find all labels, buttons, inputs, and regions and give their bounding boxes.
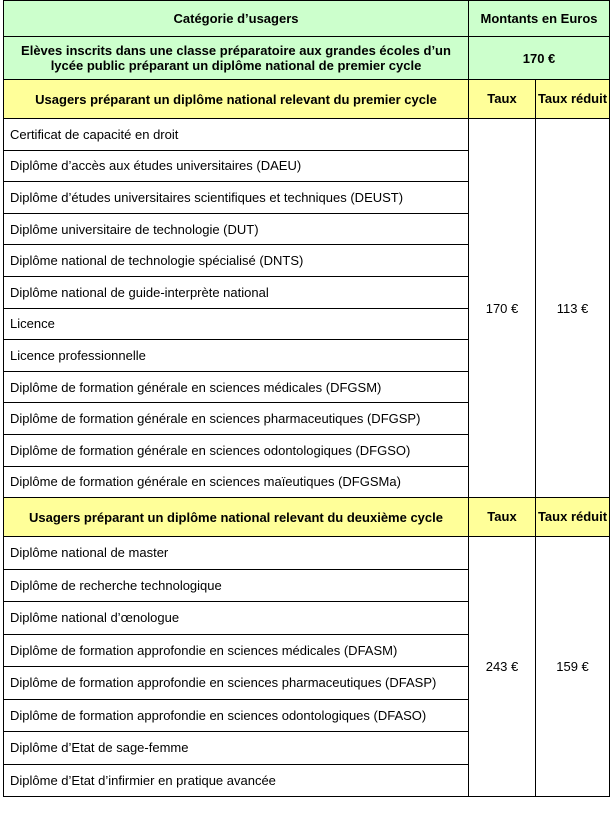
- diploma-name: Certificat de capacité en droit: [4, 119, 469, 151]
- first-cycle-rate: 170 €: [469, 119, 536, 498]
- second-cycle-rate: 243 €: [469, 537, 536, 797]
- diploma-name: Licence: [4, 308, 469, 340]
- diploma-name: Licence professionnelle: [4, 340, 469, 372]
- cpge-label: Elèves inscrits dans une classe préparatoire aux grandes écoles d’un lycée public préparant un diplôme national de premier cycle: [4, 37, 469, 80]
- fee-table: [3, 0, 610, 797]
- second-cycle-title: Usagers préparant un diplôme national relevant du deuxième cycle: [4, 498, 469, 537]
- first-cycle-title: Usagers préparant un diplôme national relevant du premier cycle: [4, 80, 469, 119]
- second-cycle-rate-label: Taux: [469, 498, 536, 537]
- category-header: Catégorie d’usagers: [4, 1, 469, 37]
- diploma-name: Diplôme national de guide-interprète national: [4, 276, 469, 308]
- diploma-name: Diplôme de formation générale en sciences médicales (DFGSM): [4, 371, 469, 403]
- diploma-name: Diplôme de formation approfondie en sciences médicales (DFASM): [4, 634, 469, 667]
- diploma-name: Diplôme national de master: [4, 537, 469, 570]
- second-cycle-reduced-rate: 159 €: [536, 537, 610, 797]
- table-row: [4, 537, 610, 570]
- diploma-name: Diplôme national de technologie spécialisé (DNTS): [4, 245, 469, 277]
- diploma-name: Diplôme national d’œnologue: [4, 602, 469, 635]
- first-cycle-reduced-rate: 113 €: [536, 119, 610, 498]
- diploma-name: Diplôme d’études universitaires scientifiques et techniques (DEUST): [4, 182, 469, 214]
- fee-document: [3, 0, 609, 797]
- diploma-name: Diplôme d’accès aux études universitaires (DAEU): [4, 150, 469, 182]
- second-cycle-header-row: [4, 498, 610, 537]
- first-cycle-rate-label: Taux: [469, 80, 536, 119]
- second-cycle-reduced-label: Taux réduit: [536, 498, 610, 537]
- first-cycle-reduced-label: Taux réduit: [536, 80, 610, 119]
- table-header-row: [4, 1, 610, 37]
- diploma-name: Diplôme universitaire de technologie (DUT): [4, 213, 469, 245]
- table-row: [4, 119, 610, 151]
- amounts-header: Montants en Euros: [469, 1, 610, 37]
- diploma-name: Diplôme d’Etat d’infirmier en pratique avancée: [4, 764, 469, 797]
- cpge-amount: 170 €: [469, 37, 610, 80]
- cpge-row: [4, 37, 610, 80]
- diploma-name: Diplôme de recherche technologique: [4, 569, 469, 602]
- diploma-name: Diplôme de formation générale en sciences odontologiques (DFGSO): [4, 434, 469, 466]
- diploma-name: Diplôme de formation générale en sciences maïeutiques (DFGSMa): [4, 466, 469, 498]
- diploma-name: Diplôme de formation générale en sciences pharmaceutiques (DFGSP): [4, 403, 469, 435]
- diploma-name: Diplôme de formation approfondie en sciences odontologiques (DFASO): [4, 699, 469, 732]
- diploma-name: Diplôme d’Etat de sage-femme: [4, 732, 469, 765]
- first-cycle-header-row: [4, 80, 610, 119]
- diploma-name: Diplôme de formation approfondie en sciences pharmaceutiques (DFASP): [4, 667, 469, 700]
